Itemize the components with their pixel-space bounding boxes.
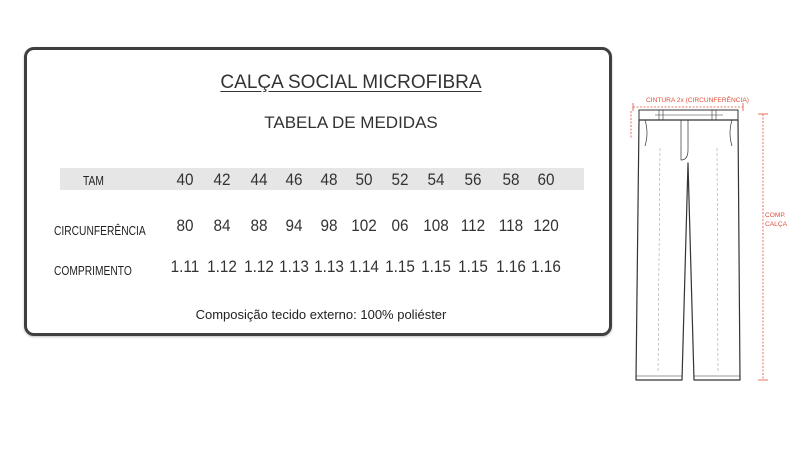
circumference-cell: 84: [213, 216, 231, 235]
waist-label: CINTURA 2x (CIRCUNFERÊNCIA): [646, 97, 749, 104]
size-cell: 58: [502, 170, 520, 189]
chart-subtitle: TABELA DE MEDIDAS: [264, 113, 438, 132]
size-cell: 44: [250, 170, 268, 189]
size-cell: 48: [320, 170, 338, 189]
size-header-label: TAM: [83, 174, 104, 188]
length-label-line1: COMP.: [765, 212, 786, 219]
length-label: COMPRIMENTO: [54, 264, 132, 278]
length-label-line2: CALÇA: [765, 221, 787, 228]
size-cell: 54: [427, 170, 445, 189]
length-cell: 1.16: [531, 257, 561, 276]
length-cell: 1.13: [314, 257, 344, 276]
length-cell: 1.16: [496, 257, 526, 276]
length-cell: 1.14: [349, 257, 379, 276]
length-cell: 1.11: [170, 257, 200, 276]
size-cell: 60: [537, 170, 555, 189]
length-cell: 1.15: [421, 257, 451, 276]
circumference-cell: 112: [460, 216, 486, 235]
size-cell: 52: [391, 170, 409, 189]
length-cell: 1.15: [385, 257, 415, 276]
circumference-cell: 118: [498, 216, 524, 235]
pants-outline-svg: [615, 88, 800, 388]
pants-diagram: [615, 88, 800, 388]
circumference-cell: 120: [533, 216, 559, 235]
circumference-cell: 98: [320, 216, 338, 235]
circumference-cell: 88: [250, 216, 268, 235]
size-cell: 56: [464, 170, 482, 189]
size-cell: 42: [213, 170, 231, 189]
length-cell: 1.12: [244, 257, 274, 276]
size-cell: 50: [355, 170, 373, 189]
circumference-label: CIRCUNFERÊNCIA: [54, 224, 146, 238]
circumference-cell: 102: [351, 216, 377, 235]
fabric-composition: Composição tecido externo: 100% poliéster: [195, 307, 447, 322]
length-cell: 1.15: [458, 257, 488, 276]
circumference-cell: 80: [176, 216, 194, 235]
pants-body: [636, 120, 740, 380]
length-cell: 1.12: [207, 257, 237, 276]
product-title: CALÇA SOCIAL MICROFIBRA: [220, 72, 482, 93]
circumference-cell: 94: [285, 216, 303, 235]
circumference-cell: 108: [423, 216, 449, 235]
size-cell: 40: [176, 170, 194, 189]
size-cell: 46: [285, 170, 303, 189]
circumference-cell: 06: [391, 216, 409, 235]
length-cell: 1.13: [279, 257, 309, 276]
size-chart-card: [24, 47, 612, 336]
